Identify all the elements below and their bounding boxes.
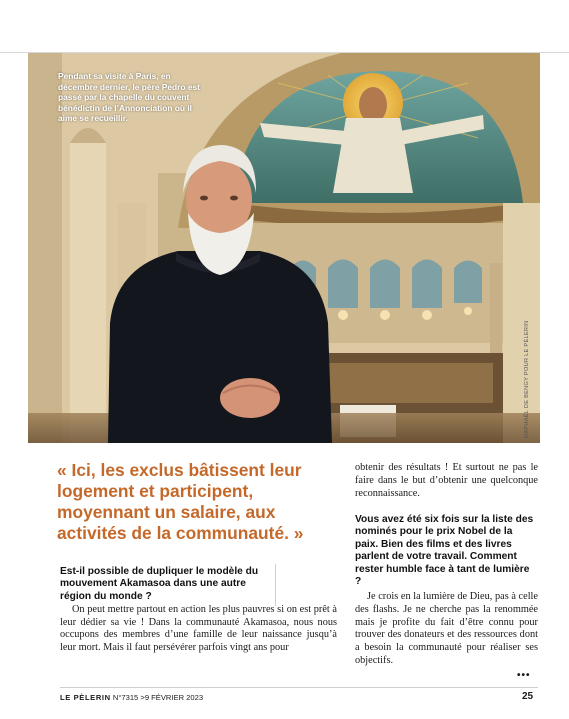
publication-name: LE PÈLERIN: [60, 693, 111, 702]
page-footer: [60, 693, 203, 702]
answer-1-continued: obtenir des résultats ! Et surtout ne pas le faire dans le but d’obtenir une quelconque reconnaissance.: [355, 462, 538, 499]
interview-question-1: Est-il possible de dupliquer le modèle du mouvement Akamasoa dans une autre région du monde ?: [60, 566, 259, 602]
page-number: 25: [522, 691, 534, 702]
photo-caption: Pendant sa visite à Paris, en décembre dernier, le père Pedro est passé par la chapelle du couvent bénédictin de l’Annonciation où il aime se recueillir.: [58, 71, 200, 124]
answer-2-body: Je crois en la lumière de Dieu, pas à celle des flashs. Je ne cherche pas la renommée mais je profite du fait d’être connu pour trouver des donateurs et des ressources dont a besoin la communauté pour réaliser ses objectifs.: [355, 591, 538, 666]
chapel-photo: [28, 53, 540, 443]
continuation-dots: •••: [517, 670, 531, 681]
answer-1-body: On peut mettre partout en action les plus pauvres si on est prêt à leur dédier sa vie ! Dans la communauté Akamasoa, nous nous occupons des membres d’une famille de leur naissance jusqu’à leur mort. Mais il faut persévérer parfois vingt ans pour: [60, 604, 337, 653]
issue-info: N°7315 >9 FÉVRIER 2023: [112, 693, 204, 702]
photo-credit: RAPHAËL DE BENGY POUR LE PÈLERIN: [524, 320, 530, 438]
pull-quote: « Ici, les exclus bâtissent leur logement et participent, moyennant un salaire, aux activités de la communauté. »: [57, 460, 304, 543]
column-rule: [275, 564, 276, 606]
interview-question-2: Vous avez été six fois sur la liste des nominés pour le prix Nobel de la paix. Bien des films et des livres parlent de votre travail. Comment rester humble face à tant de lumière ?: [355, 514, 534, 588]
footer-rule: [60, 687, 538, 688]
